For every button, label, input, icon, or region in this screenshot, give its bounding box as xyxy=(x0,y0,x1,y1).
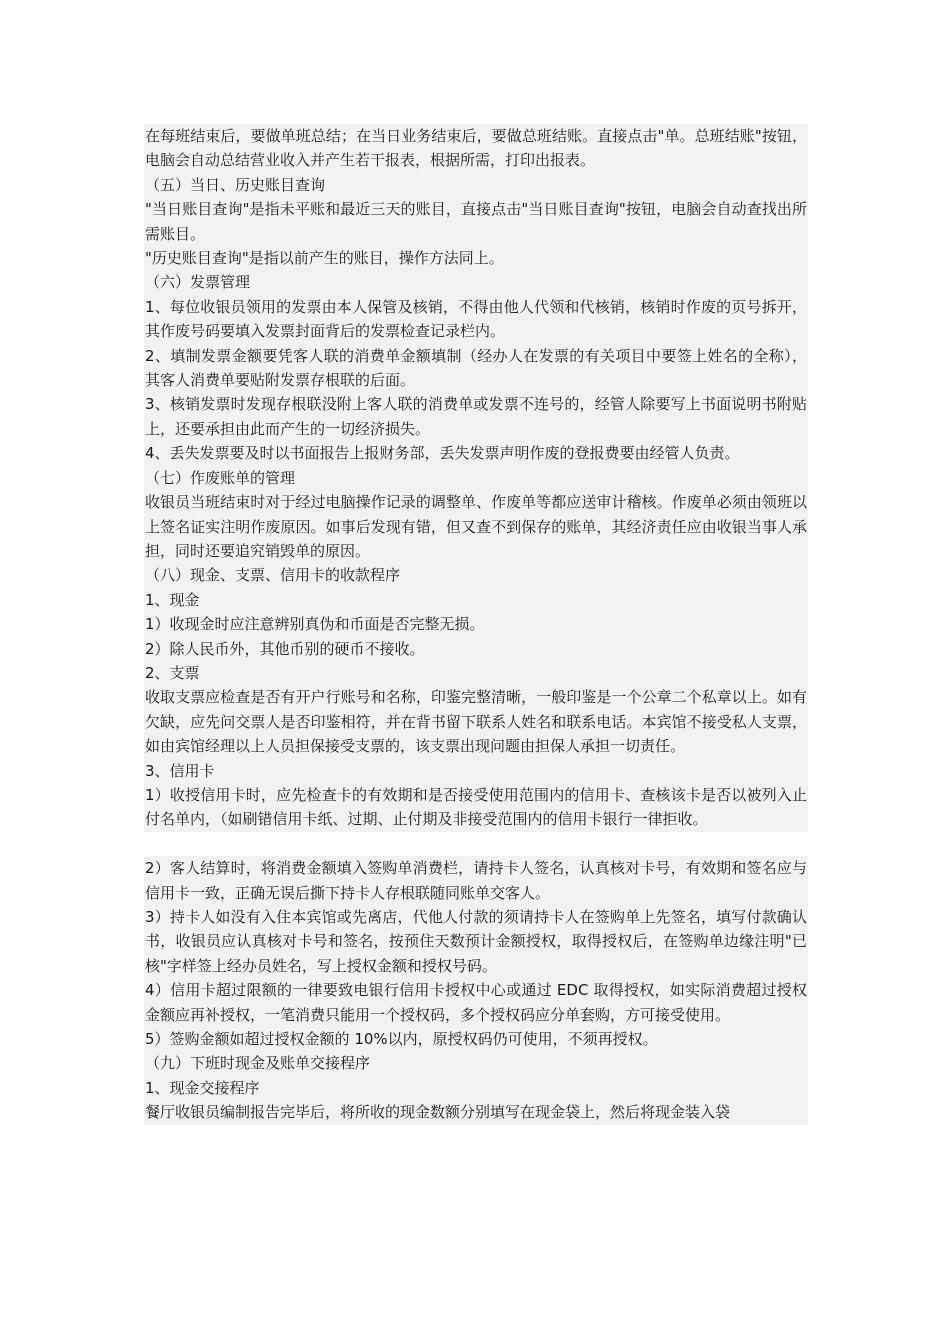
section-heading: （六）发票管理 xyxy=(144,270,808,294)
subheading: 1、现金交接程序 xyxy=(144,1076,808,1100)
paragraph: 1）收授信用卡时，应先检查卡的有效期和是否接受使用范围内的信用卡、查核该卡是否以被列入止付名单内，（如刷错信用卡纸、过期、止付期及非接受范围内的信用卡银行一律拒收。 xyxy=(144,783,808,832)
paragraph: 2）客人结算时，将消费金额填入签购单消费栏，请持卡人签名，认真核对卡号，有效期和签名应与信用卡一致，正确无误后撕下持卡人存根联随同账单交客人。 xyxy=(144,856,808,905)
section-heading: （九）下班时现金及账单交接程序 xyxy=(144,1051,808,1075)
paragraph: 4、丢失发票要及时以书面报告上报财务部，丢失发票声明作废的登报费要由经管人负责。 xyxy=(144,441,808,465)
paragraph: 收银员当班结束时对于经过电脑操作记录的调整单、作废单等都应送审计稽核。作废单必须由领班以上签名证实注明作废原因。如事后发现有错，但又查不到保存的账单，其经济责任应由收银当事人承担，同时还要追究销毁单的原因。 xyxy=(144,490,808,563)
section-heading: （五）当日、历史账目查询 xyxy=(144,173,808,197)
paragraph: "历史账目查询"是指以前产生的账目，操作方法同上。 xyxy=(144,246,808,270)
subheading: 1、现金 xyxy=(144,588,808,612)
blank-line xyxy=(144,832,808,856)
paragraph: 餐厅收银员编制报告完毕后，将所收的现金数额分别填写在现金袋上，然后将现金装入袋 xyxy=(144,1100,808,1124)
paragraph: 在每班结束后，要做单班总结；在当日业务结束后，要做总班结账。直接点击"单。总班结账"按钮，电脑会自动总结营业收入并产生若干报表，根据所需，打印出报表。 xyxy=(144,124,808,173)
subheading: 3、信用卡 xyxy=(144,759,808,783)
subheading: 2、支票 xyxy=(144,661,808,685)
paragraph: 3）持卡人如没有入住本宾馆或先离店，代他人付款的须请持卡人在签购单上先签名，填写付款确认书，收银员应认真核对卡号和签名，按预住天数预计金额授权，取得授权后，在签购单边缘注明"已核"字样签上经办员姓名，写上授权金额和授权号码。 xyxy=(144,905,808,978)
paragraph: 收取支票应检查是否有开户行账号和名称，印鉴完整清晰，一般印鉴是一个公章二个私章以上。如有欠缺，应先问交票人是否印鉴相符，并在背书留下联系人姓名和联系电话。本宾馆不接受私人支票，如由宾馆经理以上人员担保接受支票的，该支票出现问题由担保人承担一切责任。 xyxy=(144,685,808,758)
paragraph: 1、每位收银员领用的发票由本人保管及核销，不得由他人代领和代核销，核销时作废的页号拆开，其作废号码要填入发票封面背后的发票检查记录栏内。 xyxy=(144,295,808,344)
paragraph: 4）信用卡超过限额的一律要致电银行信用卡授权中心或通过 EDC 取得授权，如实际消费超过授权金额应再补授权，一笔消费只能用一个授权码，多个授权码应分单套购，方可接受使用。 xyxy=(144,978,808,1027)
paragraph: 2、填制发票金额要凭客人联的消费单金额填制（经办人在发票的有关项目中要签上姓名的全称），其客人消费单要贴附发票存根联的后面。 xyxy=(144,344,808,393)
paragraph: "当日账目查询"是指未平账和最近三天的账目，直接点击"当日账目查询"按钮，电脑会自动查找出所需账目。 xyxy=(144,197,808,246)
paragraph: 1）收现金时应注意辨别真伪和币面是否完整无损。 xyxy=(144,612,808,636)
section-heading: （七）作废账单的管理 xyxy=(144,466,808,490)
document-page xyxy=(144,124,808,1125)
paragraph: 3、核销发票时发现存根联没附上客人联的消费单或发票不连号的，经管人除要写上书面说明书附贴上，还要承担由此而产生的一切经济损失。 xyxy=(144,392,808,441)
section-heading: （八）现金、支票、信用卡的收款程序 xyxy=(144,563,808,587)
paragraph: 2）除人民币外，其他币别的硬币不接收。 xyxy=(144,637,808,661)
paragraph: 5）签购金额如超过授权金额的 10%以内，原授权码仍可使用，不须再授权。 xyxy=(144,1027,808,1051)
